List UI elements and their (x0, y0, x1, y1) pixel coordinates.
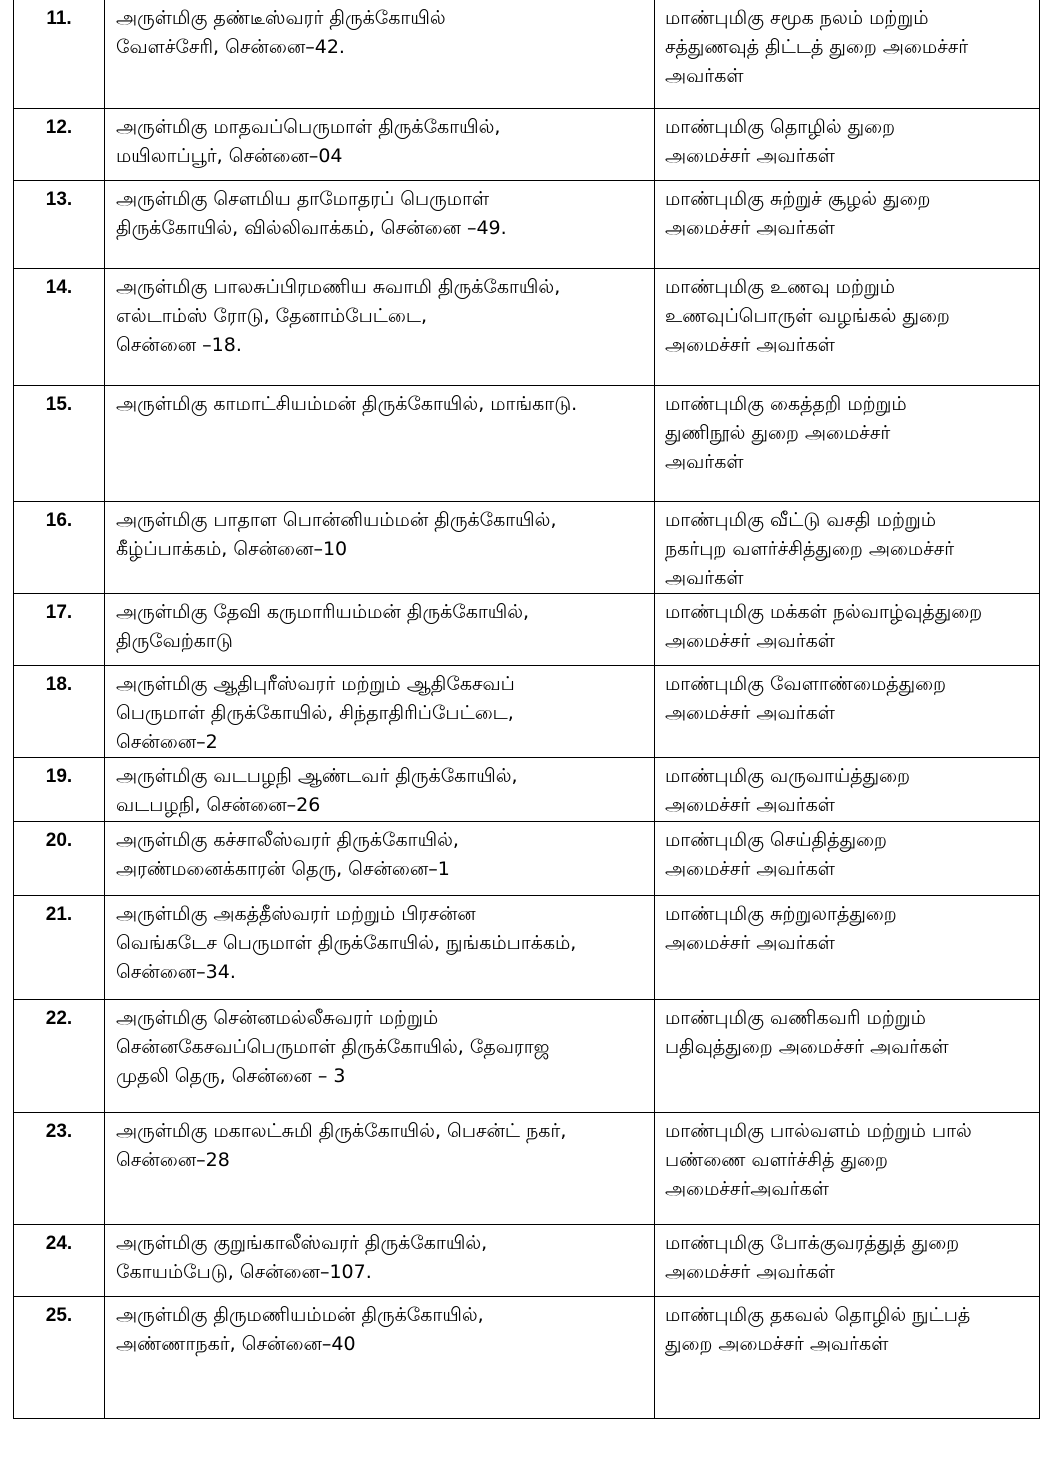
temple-line: அருள்மிகு வடபழநி ஆண்டவர் திருக்கோயில், (116, 764, 518, 787)
minister-cell (655, 0, 1040, 108)
temple-cell (105, 1296, 655, 1418)
temple-line: வெங்கடேச பெருமாள் திருக்கோயில், நுங்கம்பாக்கம், (116, 931, 577, 954)
row-number: 11. (14, 0, 105, 108)
table-row (14, 1112, 1040, 1224)
temple-line: சென்னை–28 (116, 1148, 230, 1171)
minister-line: மாண்புமிகு வருவாய்த்துறை (665, 764, 911, 787)
temple-cell (105, 593, 655, 665)
minister-cell (655, 501, 1040, 593)
minister-line: அவர்கள் (665, 65, 744, 87)
row-number: 12. (14, 108, 105, 180)
table-row (14, 895, 1040, 999)
minister-line: அவர்கள் (665, 566, 744, 589)
table-row (14, 593, 1040, 665)
minister-cell (655, 665, 1040, 757)
minister-line: நகர்புற வளர்ச்சித்துறை அமைச்சர் (665, 537, 955, 560)
minister-line: மாண்புமிகு உணவு மற்றும் (665, 275, 896, 298)
row-number: 14. (14, 268, 105, 385)
minister-line: துறை அமைச்சர் அவர்கள் (665, 1332, 889, 1355)
temple-line: திருவேற்காடு (116, 629, 233, 652)
minister-cell (655, 108, 1040, 180)
temple-line: அருள்மிகு கச்சாலீஸ்வரர் திருக்கோயில், (116, 828, 459, 851)
table-row (14, 180, 1040, 268)
minister-cell (655, 1296, 1040, 1418)
minister-line: அமைச்சர் அவர்கள் (665, 701, 835, 724)
temple-cell (105, 180, 655, 268)
minister-cell (655, 180, 1040, 268)
row-number: 15. (14, 385, 105, 501)
minister-cell (655, 821, 1040, 895)
temple-cell (105, 1224, 655, 1296)
temple-line: மயிலாப்பூர், சென்னை–04 (116, 144, 343, 167)
minister-line: பதிவுத்துறை அமைச்சர் அவர்கள் (665, 1035, 949, 1058)
minister-line: மாண்புமிகு போக்குவரத்துத் துறை (665, 1231, 960, 1254)
minister-line: மாண்புமிகு வணிகவரி மற்றும் (665, 1006, 926, 1029)
temple-cell (105, 895, 655, 999)
minister-line: அமைச்சர் அவர்கள் (665, 144, 835, 167)
minister-line: மாண்புமிகு மக்கள் நல்வாழ்வுத்துறை (665, 600, 983, 623)
temple-line: சென்னை–34. (116, 960, 236, 983)
temple-cell (105, 757, 655, 821)
temple-cell (105, 385, 655, 501)
minister-cell (655, 385, 1040, 501)
table-row (14, 1296, 1040, 1418)
table-row (14, 1224, 1040, 1296)
minister-line: பண்ணை வளர்ச்சித் துறை (665, 1148, 888, 1171)
minister-line: மாண்புமிகு வீட்டு வசதி மற்றும் (665, 508, 937, 531)
row-number: 24. (14, 1224, 105, 1296)
temple-line: அரண்மனைக்காரன் தெரு, சென்னை–1 (116, 857, 450, 880)
temple-cell (105, 108, 655, 180)
table-row (14, 268, 1040, 385)
row-number: 23. (14, 1112, 105, 1224)
table-row (14, 385, 1040, 501)
temple-cell (105, 665, 655, 757)
temple-cell (105, 501, 655, 593)
temple-line: சென்னகேசவப்பெருமாள் திருக்கோயில், தேவராஜ (116, 1035, 550, 1058)
temple-line: அருள்மிகு தேவி கருமாரியம்மன் திருக்கோயில், (116, 600, 530, 623)
temple-line: வேளச்சேரி, சென்னை–42. (116, 36, 345, 58)
row-number: 13. (14, 180, 105, 268)
minister-line: மாண்புமிகு கைத்தறி மற்றும் (665, 392, 907, 415)
temple-line: அருள்மிகு குறுங்காலீஸ்வரர் திருக்கோயில், (116, 1231, 488, 1254)
temple-cell (105, 999, 655, 1112)
minister-cell (655, 999, 1040, 1112)
temple-cell (105, 1112, 655, 1224)
minister-line: அவர்கள் (665, 450, 744, 473)
table-row (14, 757, 1040, 821)
minister-line: மாண்புமிகு சமூக நலம் மற்றும் (665, 7, 929, 29)
temple-line: அருள்மிகு ஆதிபுரீஸ்வரர் மற்றும் ஆதிகேசவப் (116, 672, 515, 695)
temple-line: எல்டாம்ஸ் ரோடு, தேனாம்பேட்டை, (116, 304, 428, 327)
row-number: 21. (14, 895, 105, 999)
temple-line: அருள்மிகு தண்டீஸ்வரர் திருக்கோயில் (116, 7, 446, 29)
temple-cell (105, 0, 655, 108)
minister-line: அமைச்சர் அவர்கள் (665, 629, 835, 652)
temple-line: அருள்மிகு மாதவப்பெருமாள் திருக்கோயில், (116, 115, 501, 138)
row-number: 19. (14, 757, 105, 821)
minister-line: உணவுப்பொருள் வழங்கல் துறை (665, 304, 950, 327)
minister-cell (655, 593, 1040, 665)
table-row (14, 665, 1040, 757)
minister-line: அமைச்சர்அவர்கள் (665, 1177, 829, 1200)
minister-line: மாண்புமிகு தகவல் தொழில் நுட்பத் (665, 1303, 971, 1326)
minister-line: அமைச்சர் அவர்கள் (665, 1260, 835, 1283)
minister-line: சத்துணவுத் திட்டத் துறை அமைச்சர் (665, 36, 969, 58)
minister-line: மாண்புமிகு சுற்றுச் சூழல் துறை (665, 187, 931, 210)
minister-line: அமைச்சர் அவர்கள் (665, 793, 835, 816)
table-body (14, 0, 1040, 1418)
table-row (14, 501, 1040, 593)
minister-line: அமைச்சர் அவர்கள் (665, 857, 835, 880)
minister-line: மாண்புமிகு சுற்றுலாத்துறை (665, 902, 897, 925)
temple-line: கோயம்பேடு, சென்னை–107. (116, 1260, 372, 1283)
row-number: 18. (14, 665, 105, 757)
temple-line: அருள்மிகு மகாலட்சுமி திருக்கோயில், பெசன்ட் நகர், (116, 1119, 567, 1142)
table-row (14, 821, 1040, 895)
temple-line: வடபழநி, சென்னை–26 (116, 793, 321, 816)
table-row (14, 108, 1040, 180)
minister-line: அமைச்சர் அவர்கள் (665, 216, 835, 239)
minister-line: துணிநூல் துறை அமைச்சர் (665, 421, 891, 444)
temple-line: திருக்கோயில், வில்லிவாக்கம், சென்னை –49. (116, 216, 507, 239)
temple-line: அருள்மிகு அகத்தீஸ்வரர் மற்றும் பிரசன்ன (116, 902, 476, 925)
row-number: 17. (14, 593, 105, 665)
temple-line: கீழ்ப்பாக்கம், சென்னை–10 (116, 537, 348, 560)
temple-line: அண்ணாநகர், சென்னை–40 (116, 1332, 356, 1355)
minister-line: அமைச்சர் அவர்கள் (665, 931, 835, 954)
temple-line: அருள்மிகு சௌமிய தாமோதரப் பெருமாள் (116, 187, 490, 210)
temple-line: அருள்மிகு பாதாள பொன்னியம்மன் திருக்கோயில், (116, 508, 557, 531)
temple-line: அருள்மிகு சென்னமல்லீசுவரர் மற்றும் (116, 1006, 439, 1029)
table-row (14, 0, 1040, 108)
minister-line: அமைச்சர் அவர்கள் (665, 333, 835, 356)
minister-cell (655, 1112, 1040, 1224)
row-number: 22. (14, 999, 105, 1112)
temple-minister-table (13, 0, 1040, 1419)
temple-line: அருள்மிகு காமாட்சியம்மன் திருக்கோயில், மாங்காடு. (116, 392, 578, 415)
row-number: 20. (14, 821, 105, 895)
minister-cell (655, 895, 1040, 999)
table-row (14, 999, 1040, 1112)
temple-line: சென்னை –18. (116, 333, 242, 356)
temple-line: சென்னை–2 (116, 730, 218, 753)
minister-line: மாண்புமிகு பால்வளம் மற்றும் பால் (665, 1119, 972, 1142)
row-number: 16. (14, 501, 105, 593)
temple-line: அருள்மிகு பாலசுப்பிரமணிய சுவாமி திருக்கோயில், (116, 275, 561, 298)
minister-line: மாண்புமிகு தொழில் துறை (665, 115, 896, 138)
minister-line: மாண்புமிகு வேளாண்மைத்துறை (665, 672, 947, 695)
minister-cell (655, 268, 1040, 385)
temple-line: பெருமாள் திருக்கோயில், சிந்தாதிரிப்பேட்டை, (116, 701, 514, 724)
row-number: 25. (14, 1296, 105, 1418)
temple-cell (105, 268, 655, 385)
temple-cell (105, 821, 655, 895)
minister-cell (655, 1224, 1040, 1296)
minister-line: மாண்புமிகு செய்தித்துறை (665, 828, 887, 851)
minister-cell (655, 757, 1040, 821)
temple-line: முதலி தெரு, சென்னை – 3 (116, 1064, 346, 1087)
temple-line: அருள்மிகு திருமணியம்மன் திருக்கோயில், (116, 1303, 484, 1326)
